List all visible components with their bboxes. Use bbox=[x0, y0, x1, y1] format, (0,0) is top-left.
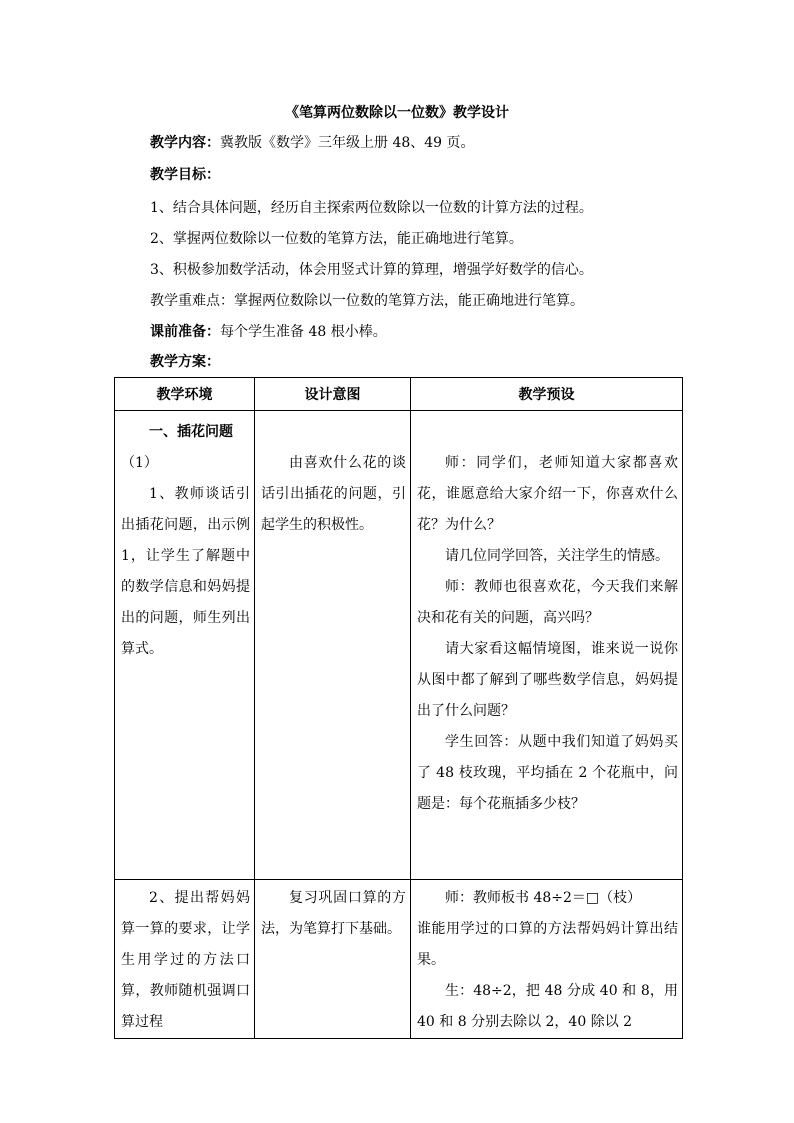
environment-cell bbox=[115, 880, 255, 1039]
environment-title: 一、插花问题 bbox=[149, 424, 233, 440]
content-text: 冀教版《数学》三年级上册 48、49 页。 bbox=[220, 135, 475, 151]
preset-paragraph: 谁能用学过的口算的方法帮妈妈计算出结果。 bbox=[417, 921, 678, 968]
preset-paragraph: 请大家看这幅情境图，谁来说一说你从图中都了解到了哪些数学信息，妈妈提出了什么问题？ bbox=[417, 641, 678, 719]
content-label: 教学内容： bbox=[150, 135, 220, 151]
preset-paragraph: 师：同学们，老师知道大家都喜欢花，谁愿意给大家介绍一下，你喜欢什么花？为什么？ bbox=[417, 455, 678, 533]
goals-label: 教学目标： bbox=[150, 167, 220, 183]
document-title: 《笔算两位数除以一位数》教学设计 bbox=[285, 105, 509, 121]
goal-item-1: 1、结合具体问题，经历自主探索两位数除以一位数的计算方法的过程。 bbox=[150, 200, 593, 216]
header-environment: 教学环境 bbox=[115, 378, 255, 411]
header-preset: 教学预设 bbox=[411, 378, 683, 411]
prep-line bbox=[150, 322, 387, 342]
table-row bbox=[115, 411, 683, 880]
goal-item-3: 3、积极参加数学活动，体会用竖式计算的算理，增强学好数学的信心。 bbox=[150, 262, 593, 278]
preset-paragraph: 学生回答：从题中我们知道了妈妈买了 48 枝玫瑰，平均插在 2 个花瓶中，问题是：每个花瓶插多少枝？ bbox=[417, 734, 678, 812]
table-row bbox=[115, 880, 683, 1039]
preset-cell bbox=[411, 880, 683, 1039]
intent-text: 由喜欢什么花的谈话引出插花的问题，引起学生的积极性。 bbox=[261, 455, 406, 533]
teaching-plan-table bbox=[114, 377, 683, 1039]
key-points: 教学重难点：掌握两位数除以一位数的笔算方法，能正确地进行笔算。 bbox=[150, 293, 584, 309]
preset-paragraph: 生：48÷2，把 48 分成 40 和 8，用 40 和 8 分别去除以 2，40 除以 2 bbox=[417, 983, 678, 1030]
preset-paragraph: 师：教师板书 48÷2＝□（枝） bbox=[445, 890, 642, 906]
environment-text: 2、提出帮妈妈算一算的要求，让学生用学过的方法口算，教师随机强调口算过程 bbox=[121, 890, 250, 1030]
preset-paragraph: 请几位同学回答，关注学生的情感。 bbox=[445, 548, 669, 564]
preset-cell bbox=[411, 411, 683, 880]
prep-label: 课前准备： bbox=[150, 324, 220, 340]
goal-item-2: 2、掌握两位数除以一位数的笔算方法，能正确地进行笔算。 bbox=[150, 231, 523, 247]
plan-label: 教学方案： bbox=[150, 354, 220, 370]
preset-paragraph: 师：教师也很喜欢花，今天我们来解决和花有关的问题，高兴吗？ bbox=[417, 579, 678, 626]
intent-text: 复习巩固口算的方法，为笔算打下基础。 bbox=[261, 890, 406, 937]
environment-cell bbox=[115, 411, 255, 880]
prep-text: 每个学生准备 48 根小棒。 bbox=[220, 324, 387, 340]
header-intent: 设计意图 bbox=[255, 378, 411, 411]
intent-cell bbox=[255, 880, 411, 1039]
table-header-row bbox=[115, 378, 683, 411]
content-line bbox=[150, 133, 475, 153]
environment-text: 1、教师谈话引出插花问题，出示例 1，让学生了解题中的数学信息和妈妈提出的问题，师生列出算式。 bbox=[121, 486, 250, 657]
environment-sub: （1） bbox=[121, 455, 158, 471]
intent-cell bbox=[255, 411, 411, 880]
